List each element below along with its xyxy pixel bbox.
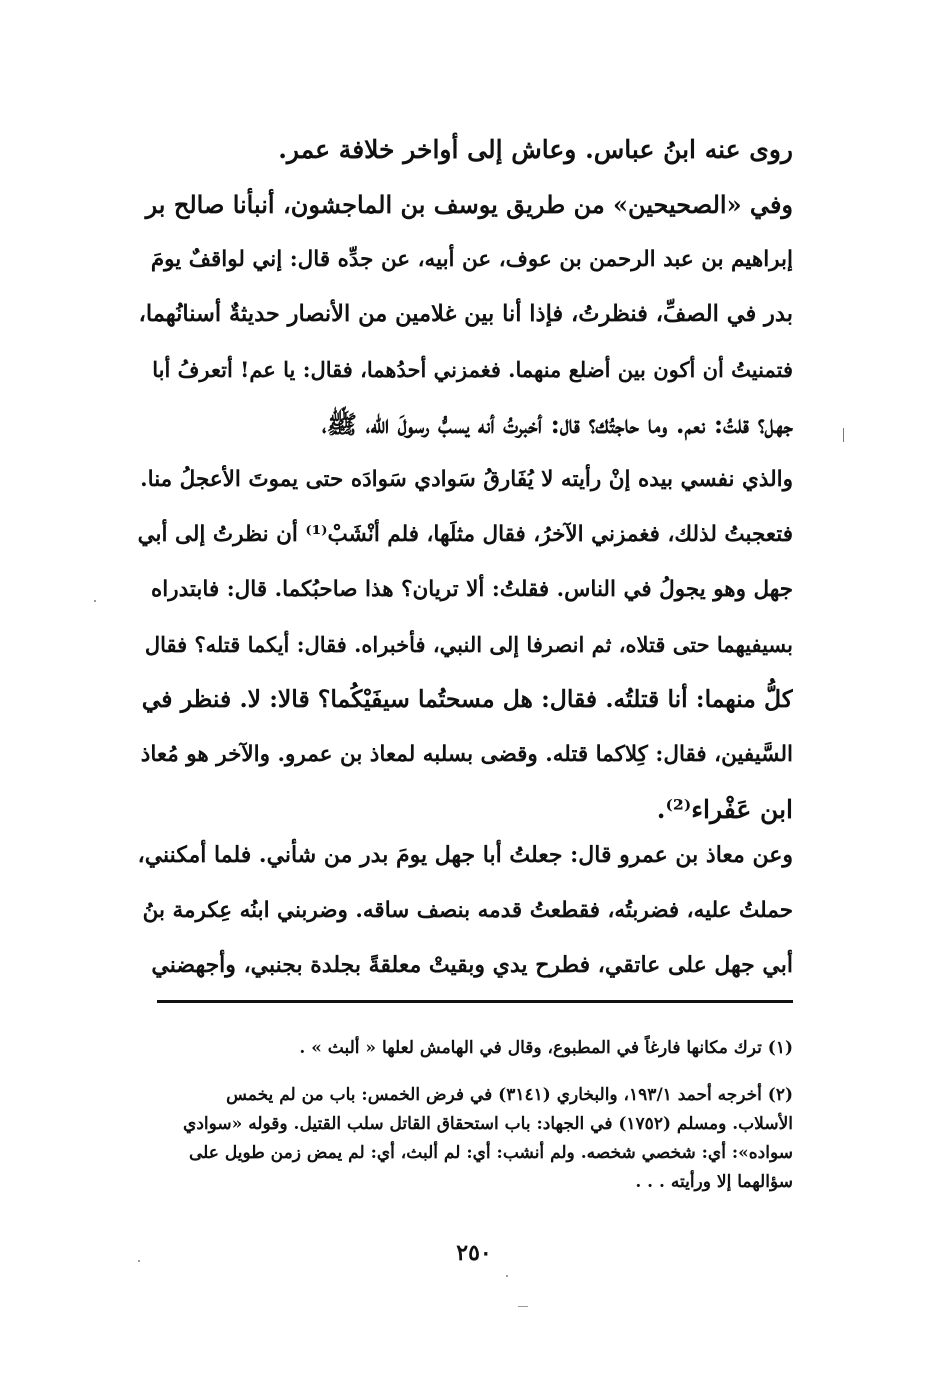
footnote-2-line: سؤالهما إلا ورأيته . . . [635,1172,793,1192]
text-line: كلُّ منهما: أنا قتلتُه. فقال: هل مسحتُما سيفَيْكُما؟ قالا: لا. فنظر في [141,685,793,713]
footnote-2-line: (٢) أخرجه أحمد ١٩٣/١، والبخاري (٣١٤١) في فرض الخمس: باب من لم يخمس [226,1085,793,1105]
text-line: وعن معاذ بن عمرو قال: جعلتُ أبا جهل يومَ بدر من شأني. فلما أمكنني، [138,842,793,868]
footnote-divider [157,1000,793,1003]
text-line: ابن عَفْراء⁽²⁾. [656,795,793,824]
footnote-1-line: (١) ترك مكانها فارغاً في المطبوع، وقال في الهامش لعلها « ألبث » . [299,1038,793,1058]
text-line: والذي نفسي بيده إنْ رأيته لا يُفَارقُ سَوادي سَوادَه حتى يموتَ الأعجلُ منا. [140,467,793,492]
text-line: أبي جهل على عاتقي، فطرح يدي وبقيتْ معلقةً بجلدة بجنبي، وأجهضني [151,952,793,978]
margin-mark [843,428,844,442]
text-line: بدر في الصفِّ، فنظرتُ، فإذا أنا بين غلامين من الأنصار حديثةٌ أسنانُهما، [138,301,793,327]
text-line: حملتُ عليه، فضربتُه، فقطعتُ قدمه بنصف ساقه. وضربني ابنُه عِكرمة بنُ [142,898,793,923]
text-line: جهل وهو يجولُ في الناس. فقلتُ: ألا تريان؟ هذا صاحبُكما. قال: فابتدراه [151,577,793,602]
main-paragraph-1 [138,122,793,837]
text-line: روى عنه ابنُ عباس. وعاش إلى أواخر خلافة عمر. [278,135,793,164]
scan-speck [518,1306,528,1307]
text-line: بسيفيهما حتى قتلاه، ثم انصرفا إلى النبي، فأخبراه. فقال: أيكما قتله؟ فقال [144,632,793,657]
scan-speck [94,600,96,602]
footnote-2-line: الأسلاب. ومسلم (١٧٥٢) في الجهاد: باب استحقاق القاتل سلب القتيل. وقوله «سوادي [183,1114,793,1134]
text-line: إبراهيم بن عبد الرحمن بن عوف، عن أبيه، عن جدِّه قال: إني لواقفٌ يومَ [150,247,793,272]
text-line: جهل؟ قلتُ: نعم. وما حاجتُك؟ قال: أخبرتُ أنه يسبُّ رسولَ الله، ﷺ، [321,410,793,439]
text-line: السَّيفين، فقال: كِلاكما قتله. وقضى بسلبه لمعاذ بن عمرو. والآخر هو مُعاذ [140,742,793,767]
footnotes [138,1034,793,1197]
main-paragraph-2 [138,828,793,993]
text-line: فتعجبتُ لذلك، فغمزني الآخرُ، فقال مثلَها، فلم أنْشَبْ⁽¹⁾ أن نظرتُ إلى أبي [138,522,793,547]
scan-speck [138,1260,140,1262]
scan-speck [506,1275,508,1277]
text-line: فتمنيتُ أن أكون بين أضلع منهما. فغمزني أحدُهما، فقال: يا عم! أتعرفُ أبا [152,357,793,382]
text-line: وفي «الصحيحين» من طريق يوسف بن الماجشون، أنبأنا صالح بر [145,190,793,219]
footnote-2-line: سواده»: أي: شخصي شخصه. ولم أنشب: أي: لم ألبث، أي: لم يمض زمن طويل على [188,1143,793,1163]
page-number: ٢٥٠ [456,1240,492,1266]
